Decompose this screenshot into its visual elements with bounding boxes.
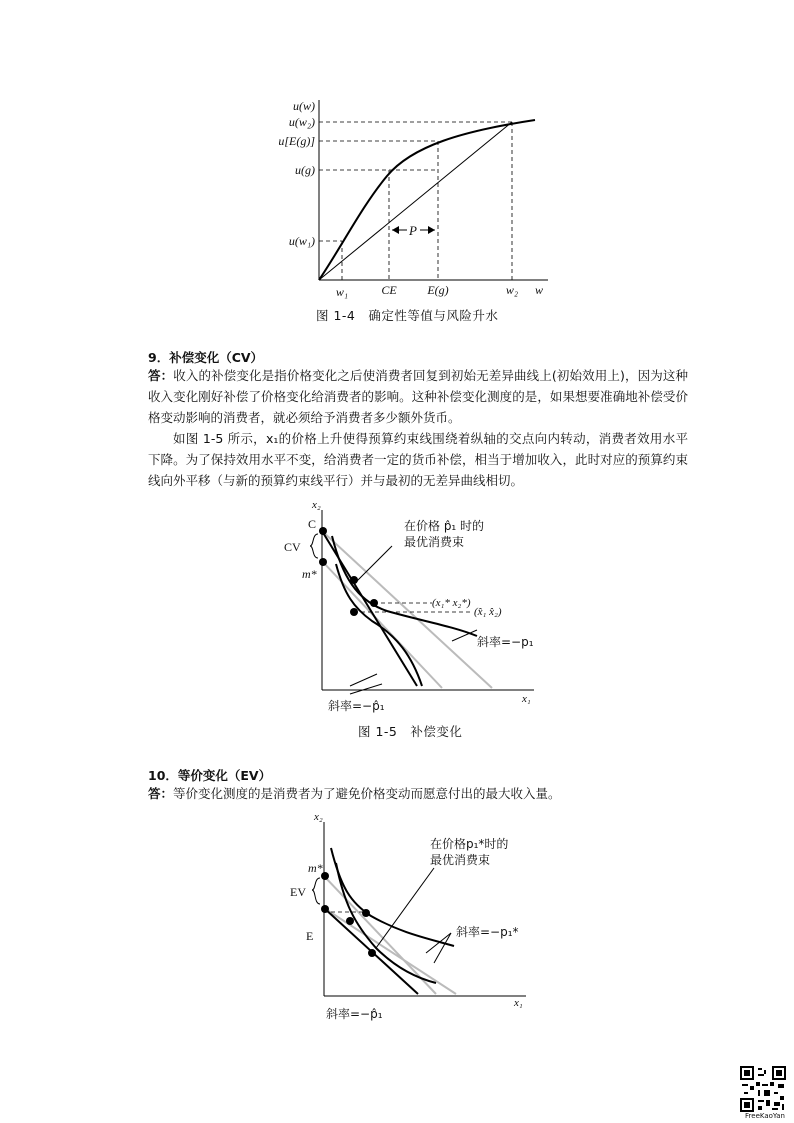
- figure-caption-1-5: 图 1-5 补偿变化: [358, 724, 463, 739]
- slope-right-label: 斜率=−p₁: [477, 635, 534, 649]
- figure-compensating-variation: [282, 496, 542, 718]
- x-label-ce: CE: [381, 283, 397, 297]
- premium-label: P: [409, 223, 417, 238]
- paragraph-text: 收入的补偿变化是指价格变化之后使消费者回复到初始无差异曲线上(初始效用上)，因为这种收入变化刚好补偿了价格变化给消费者的影响。这种补偿变化测度的是，如果想要准确地补偿受价格变动影响的消费者，就必须给予消费者多少额外货币。: [148, 368, 688, 425]
- y-axis-label: x₂: [314, 811, 323, 823]
- ev-label: EV: [290, 885, 306, 899]
- slope-right-label: 斜率=−p₁*: [456, 925, 519, 939]
- paragraph-ev-definition: [148, 783, 688, 804]
- paragraph-cv-explanation: [148, 428, 688, 491]
- chord-line: [319, 122, 512, 280]
- y-label-uw2: u(w₂): [288, 115, 315, 129]
- x-label-w1: w₁: [335, 285, 349, 299]
- x-label-w: w: [534, 283, 544, 297]
- x-axis-label: x₁: [514, 997, 523, 1009]
- point-e-label: E: [306, 929, 314, 943]
- y-label-uw: u(w): [293, 99, 315, 113]
- utility-curve: [319, 120, 535, 280]
- section-heading-ev: 10．等价变化（EV）: [148, 768, 272, 783]
- m-star-label: m*: [302, 567, 317, 581]
- annotation-line1: 在价格p₁*时的: [430, 837, 509, 851]
- paragraph-text: 如图 1-5 所示，x₁的价格上升使得预算约束线围绕着纵轴的交点向内转动，消费者效用水平下降。为了保持效用水平不变，给消费者一定的货币补偿，相当于增加收入，此时对应的预算约束线向外平移（与新的预算约束线平行）并与最初的无差异曲线相切。: [148, 431, 688, 488]
- figure-risk-premium: [262, 96, 552, 308]
- qr-code-icon: [740, 1066, 786, 1112]
- bundle-star-label: (x₁* x₂*): [432, 597, 471, 609]
- slope-bottom-label: 斜率=−p̂₁: [328, 699, 385, 713]
- cv-label: CV: [284, 540, 301, 554]
- x-axis-label: x₁: [522, 693, 531, 705]
- figure-equivalent-variation: [286, 808, 536, 1026]
- bundle-hat-label: (x̂₁ x̂₂): [474, 606, 502, 618]
- annotation-line2: 最优消费束: [404, 535, 465, 549]
- answer-label: 答：: [148, 368, 174, 383]
- figure-caption-1-4: 图 1-4 确定性等值与风险升水: [316, 308, 499, 323]
- watermark-text: FreeKaoYan: [745, 1112, 785, 1120]
- section-heading-cv: 9．补偿变化（CV）: [148, 350, 264, 365]
- annotation-line2: 最优消费束: [430, 853, 491, 867]
- point-c-label: C: [308, 517, 317, 531]
- paragraph-cv-definition: [148, 365, 688, 428]
- x-label-eg: E(g): [427, 283, 449, 297]
- y-label-ug: u(g): [295, 163, 315, 177]
- slope-bottom-label: 斜率=−p̂₁: [326, 1007, 383, 1021]
- annotation-line1: 在价格 p̂₁ 时的: [404, 519, 485, 533]
- y-label-uw1: u(w₁): [288, 234, 315, 248]
- x-label-w2: w₂: [505, 283, 519, 297]
- paragraph-text: 等价变化测度的是消费者为了避免价格变动而愿意付出的最大收入量。: [173, 786, 561, 801]
- y-axis-label: x₂: [312, 499, 321, 511]
- answer-label: 答：: [148, 786, 174, 801]
- y-label-ueg: u[E(g)]: [278, 134, 315, 148]
- m-star-label: m*: [308, 861, 323, 875]
